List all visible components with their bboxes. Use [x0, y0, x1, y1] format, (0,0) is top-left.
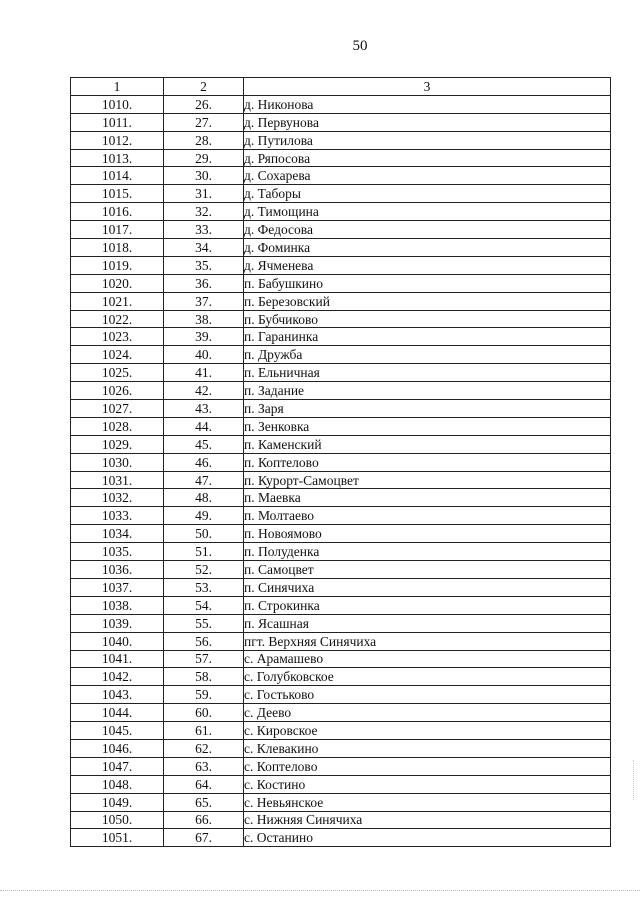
row-number-cell: 1026. [71, 382, 164, 400]
local-number-cell: 27. [164, 113, 244, 131]
table-row [71, 274, 611, 292]
table-row [71, 453, 611, 471]
local-number-cell: 32. [164, 203, 244, 221]
row-number-cell: 1033. [71, 507, 164, 525]
row-number-cell: 1011. [71, 113, 164, 131]
table-row [71, 382, 611, 400]
local-number-cell: 53. [164, 578, 244, 596]
local-number-cell: 47. [164, 471, 244, 489]
settlement-name-cell: п. Маевка [244, 489, 611, 507]
row-number-cell: 1039. [71, 614, 164, 632]
table-row [71, 561, 611, 579]
settlement-name-cell: с. Гостьково [244, 686, 611, 704]
settlement-name-cell: п. Березовский [244, 292, 611, 310]
local-number-cell: 52. [164, 561, 244, 579]
row-number-cell: 1048. [71, 775, 164, 793]
local-number-cell: 55. [164, 614, 244, 632]
local-number-cell: 40. [164, 346, 244, 364]
settlement-name-cell: д. Путилова [244, 131, 611, 149]
settlement-name-cell: с. Костино [244, 775, 611, 793]
table-row [71, 417, 611, 435]
row-number-cell: 1034. [71, 525, 164, 543]
table-row [71, 256, 611, 274]
row-number-cell: 1037. [71, 578, 164, 596]
settlement-name-cell: п. Дружба [244, 346, 611, 364]
row-number-cell: 1027. [71, 400, 164, 418]
settlement-name-cell: с. Клевакино [244, 739, 611, 757]
row-number-cell: 1021. [71, 292, 164, 310]
settlement-name-cell: д. Никонова [244, 95, 611, 113]
table-row [71, 650, 611, 668]
settlement-name-cell: с. Коптелово [244, 757, 611, 775]
settlement-name-cell: с. Кировское [244, 722, 611, 740]
table-row [71, 221, 611, 239]
table-row [71, 400, 611, 418]
local-number-cell: 54. [164, 596, 244, 614]
table-row [71, 668, 611, 686]
row-number-cell: 1016. [71, 203, 164, 221]
settlement-name-cell: д. Первунова [244, 113, 611, 131]
local-number-cell: 38. [164, 310, 244, 328]
settlement-name-cell: д. Федосова [244, 221, 611, 239]
row-number-cell: 1012. [71, 131, 164, 149]
settlement-name-cell: д. Таборы [244, 185, 611, 203]
settlement-name-cell: п. Строкинка [244, 596, 611, 614]
row-number-cell: 1010. [71, 95, 164, 113]
local-number-cell: 61. [164, 722, 244, 740]
local-number-cell: 56. [164, 632, 244, 650]
settlement-name-cell: д. Фоминка [244, 239, 611, 257]
local-number-cell: 26. [164, 95, 244, 113]
table-row [71, 543, 611, 561]
settlement-name-cell: с. Нижняя Синячиха [244, 811, 611, 829]
row-number-cell: 1044. [71, 704, 164, 722]
column-header-3: 3 [244, 78, 611, 96]
local-number-cell: 44. [164, 417, 244, 435]
row-number-cell: 1041. [71, 650, 164, 668]
scan-edge-line [0, 890, 640, 891]
settlement-name-cell: п. Каменский [244, 435, 611, 453]
row-number-cell: 1050. [71, 811, 164, 829]
table-row [71, 292, 611, 310]
row-number-cell: 1038. [71, 596, 164, 614]
settlement-name-cell: п. Бабушкино [244, 274, 611, 292]
row-number-cell: 1025. [71, 364, 164, 382]
local-number-cell: 37. [164, 292, 244, 310]
settlement-name-cell: п. Новоямово [244, 525, 611, 543]
local-number-cell: 30. [164, 167, 244, 185]
table-row [71, 811, 611, 829]
settlement-name-cell: п. Синячиха [244, 578, 611, 596]
settlement-name-cell: п. Курорт-Самоцвет [244, 471, 611, 489]
row-number-cell: 1045. [71, 722, 164, 740]
table-row [71, 131, 611, 149]
local-number-cell: 29. [164, 149, 244, 167]
table-row [71, 346, 611, 364]
table-row [71, 328, 611, 346]
local-number-cell: 28. [164, 131, 244, 149]
table-row [71, 793, 611, 811]
local-number-cell: 43. [164, 400, 244, 418]
local-number-cell: 62. [164, 739, 244, 757]
column-header-2: 2 [164, 78, 244, 96]
local-number-cell: 34. [164, 239, 244, 257]
row-number-cell: 1017. [71, 221, 164, 239]
settlement-name-cell: д. Ряпосова [244, 149, 611, 167]
table-row [71, 185, 611, 203]
local-number-cell: 31. [164, 185, 244, 203]
settlement-name-cell: д. Сохарева [244, 167, 611, 185]
table-body [71, 95, 611, 846]
settlement-name-cell: п. Задание [244, 382, 611, 400]
row-number-cell: 1032. [71, 489, 164, 507]
local-number-cell: 67. [164, 829, 244, 847]
table-row [71, 489, 611, 507]
table-row [71, 775, 611, 793]
column-header-1: 1 [71, 78, 164, 96]
local-number-cell: 36. [164, 274, 244, 292]
table-row [71, 632, 611, 650]
local-number-cell: 35. [164, 256, 244, 274]
table-row [71, 113, 611, 131]
row-number-cell: 1031. [71, 471, 164, 489]
local-number-cell: 33. [164, 221, 244, 239]
settlement-name-cell: п. Бубчиково [244, 310, 611, 328]
settlement-name-cell: с. Деево [244, 704, 611, 722]
local-number-cell: 66. [164, 811, 244, 829]
settlement-name-cell: пгт. Верхняя Синячиха [244, 632, 611, 650]
table-row [71, 722, 611, 740]
table-row [71, 167, 611, 185]
table-row [71, 829, 611, 847]
local-number-cell: 65. [164, 793, 244, 811]
settlement-name-cell: д. Тимощина [244, 203, 611, 221]
page-number: 50 [352, 38, 368, 54]
row-number-cell: 1035. [71, 543, 164, 561]
table-row [71, 203, 611, 221]
table-header-row [71, 78, 611, 96]
row-number-cell: 1019. [71, 256, 164, 274]
settlement-name-cell: п. Самоцвет [244, 561, 611, 579]
table-row [71, 704, 611, 722]
settlement-name-cell: д. Ячменева [244, 256, 611, 274]
settlement-name-cell: с. Арамашево [244, 650, 611, 668]
row-number-cell: 1014. [71, 167, 164, 185]
row-number-cell: 1042. [71, 668, 164, 686]
settlement-name-cell: п. Заря [244, 400, 611, 418]
row-number-cell: 1022. [71, 310, 164, 328]
local-number-cell: 64. [164, 775, 244, 793]
settlement-name-cell: п. Молтаево [244, 507, 611, 525]
table-row [71, 95, 611, 113]
row-number-cell: 1015. [71, 185, 164, 203]
settlement-name-cell: п. Ясашная [244, 614, 611, 632]
local-number-cell: 46. [164, 453, 244, 471]
row-number-cell: 1029. [71, 435, 164, 453]
table-row [71, 686, 611, 704]
table-row [71, 507, 611, 525]
settlement-name-cell: с. Голубковское [244, 668, 611, 686]
row-number-cell: 1036. [71, 561, 164, 579]
table-row [71, 149, 611, 167]
table-row [71, 614, 611, 632]
local-number-cell: 60. [164, 704, 244, 722]
row-number-cell: 1024. [71, 346, 164, 364]
table-row [71, 364, 611, 382]
local-number-cell: 63. [164, 757, 244, 775]
row-number-cell: 1020. [71, 274, 164, 292]
row-number-cell: 1051. [71, 829, 164, 847]
local-number-cell: 45. [164, 435, 244, 453]
row-number-cell: 1023. [71, 328, 164, 346]
scan-edge-mark [633, 760, 636, 800]
table-row [71, 310, 611, 328]
row-number-cell: 1043. [71, 686, 164, 704]
local-number-cell: 41. [164, 364, 244, 382]
settlements-table [70, 77, 611, 847]
row-number-cell: 1046. [71, 739, 164, 757]
row-number-cell: 1040. [71, 632, 164, 650]
table-row [71, 525, 611, 543]
settlement-name-cell: п. Коптелово [244, 453, 611, 471]
settlement-name-cell: п. Полуденка [244, 543, 611, 561]
row-number-cell: 1030. [71, 453, 164, 471]
local-number-cell: 59. [164, 686, 244, 704]
local-number-cell: 51. [164, 543, 244, 561]
table-row [71, 739, 611, 757]
local-number-cell: 48. [164, 489, 244, 507]
settlement-name-cell: п. Зенковка [244, 417, 611, 435]
local-number-cell: 57. [164, 650, 244, 668]
row-number-cell: 1013. [71, 149, 164, 167]
settlement-name-cell: п. Гаранинка [244, 328, 611, 346]
row-number-cell: 1018. [71, 239, 164, 257]
row-number-cell: 1047. [71, 757, 164, 775]
settlement-name-cell: п. Ельничная [244, 364, 611, 382]
table-row [71, 239, 611, 257]
table-row [71, 435, 611, 453]
table-row [71, 757, 611, 775]
row-number-cell: 1028. [71, 417, 164, 435]
table-row [71, 596, 611, 614]
table-row [71, 471, 611, 489]
local-number-cell: 49. [164, 507, 244, 525]
local-number-cell: 50. [164, 525, 244, 543]
table-row [71, 578, 611, 596]
local-number-cell: 39. [164, 328, 244, 346]
local-number-cell: 42. [164, 382, 244, 400]
settlement-name-cell: с. Останино [244, 829, 611, 847]
row-number-cell: 1049. [71, 793, 164, 811]
local-number-cell: 58. [164, 668, 244, 686]
settlement-name-cell: с. Невьянское [244, 793, 611, 811]
